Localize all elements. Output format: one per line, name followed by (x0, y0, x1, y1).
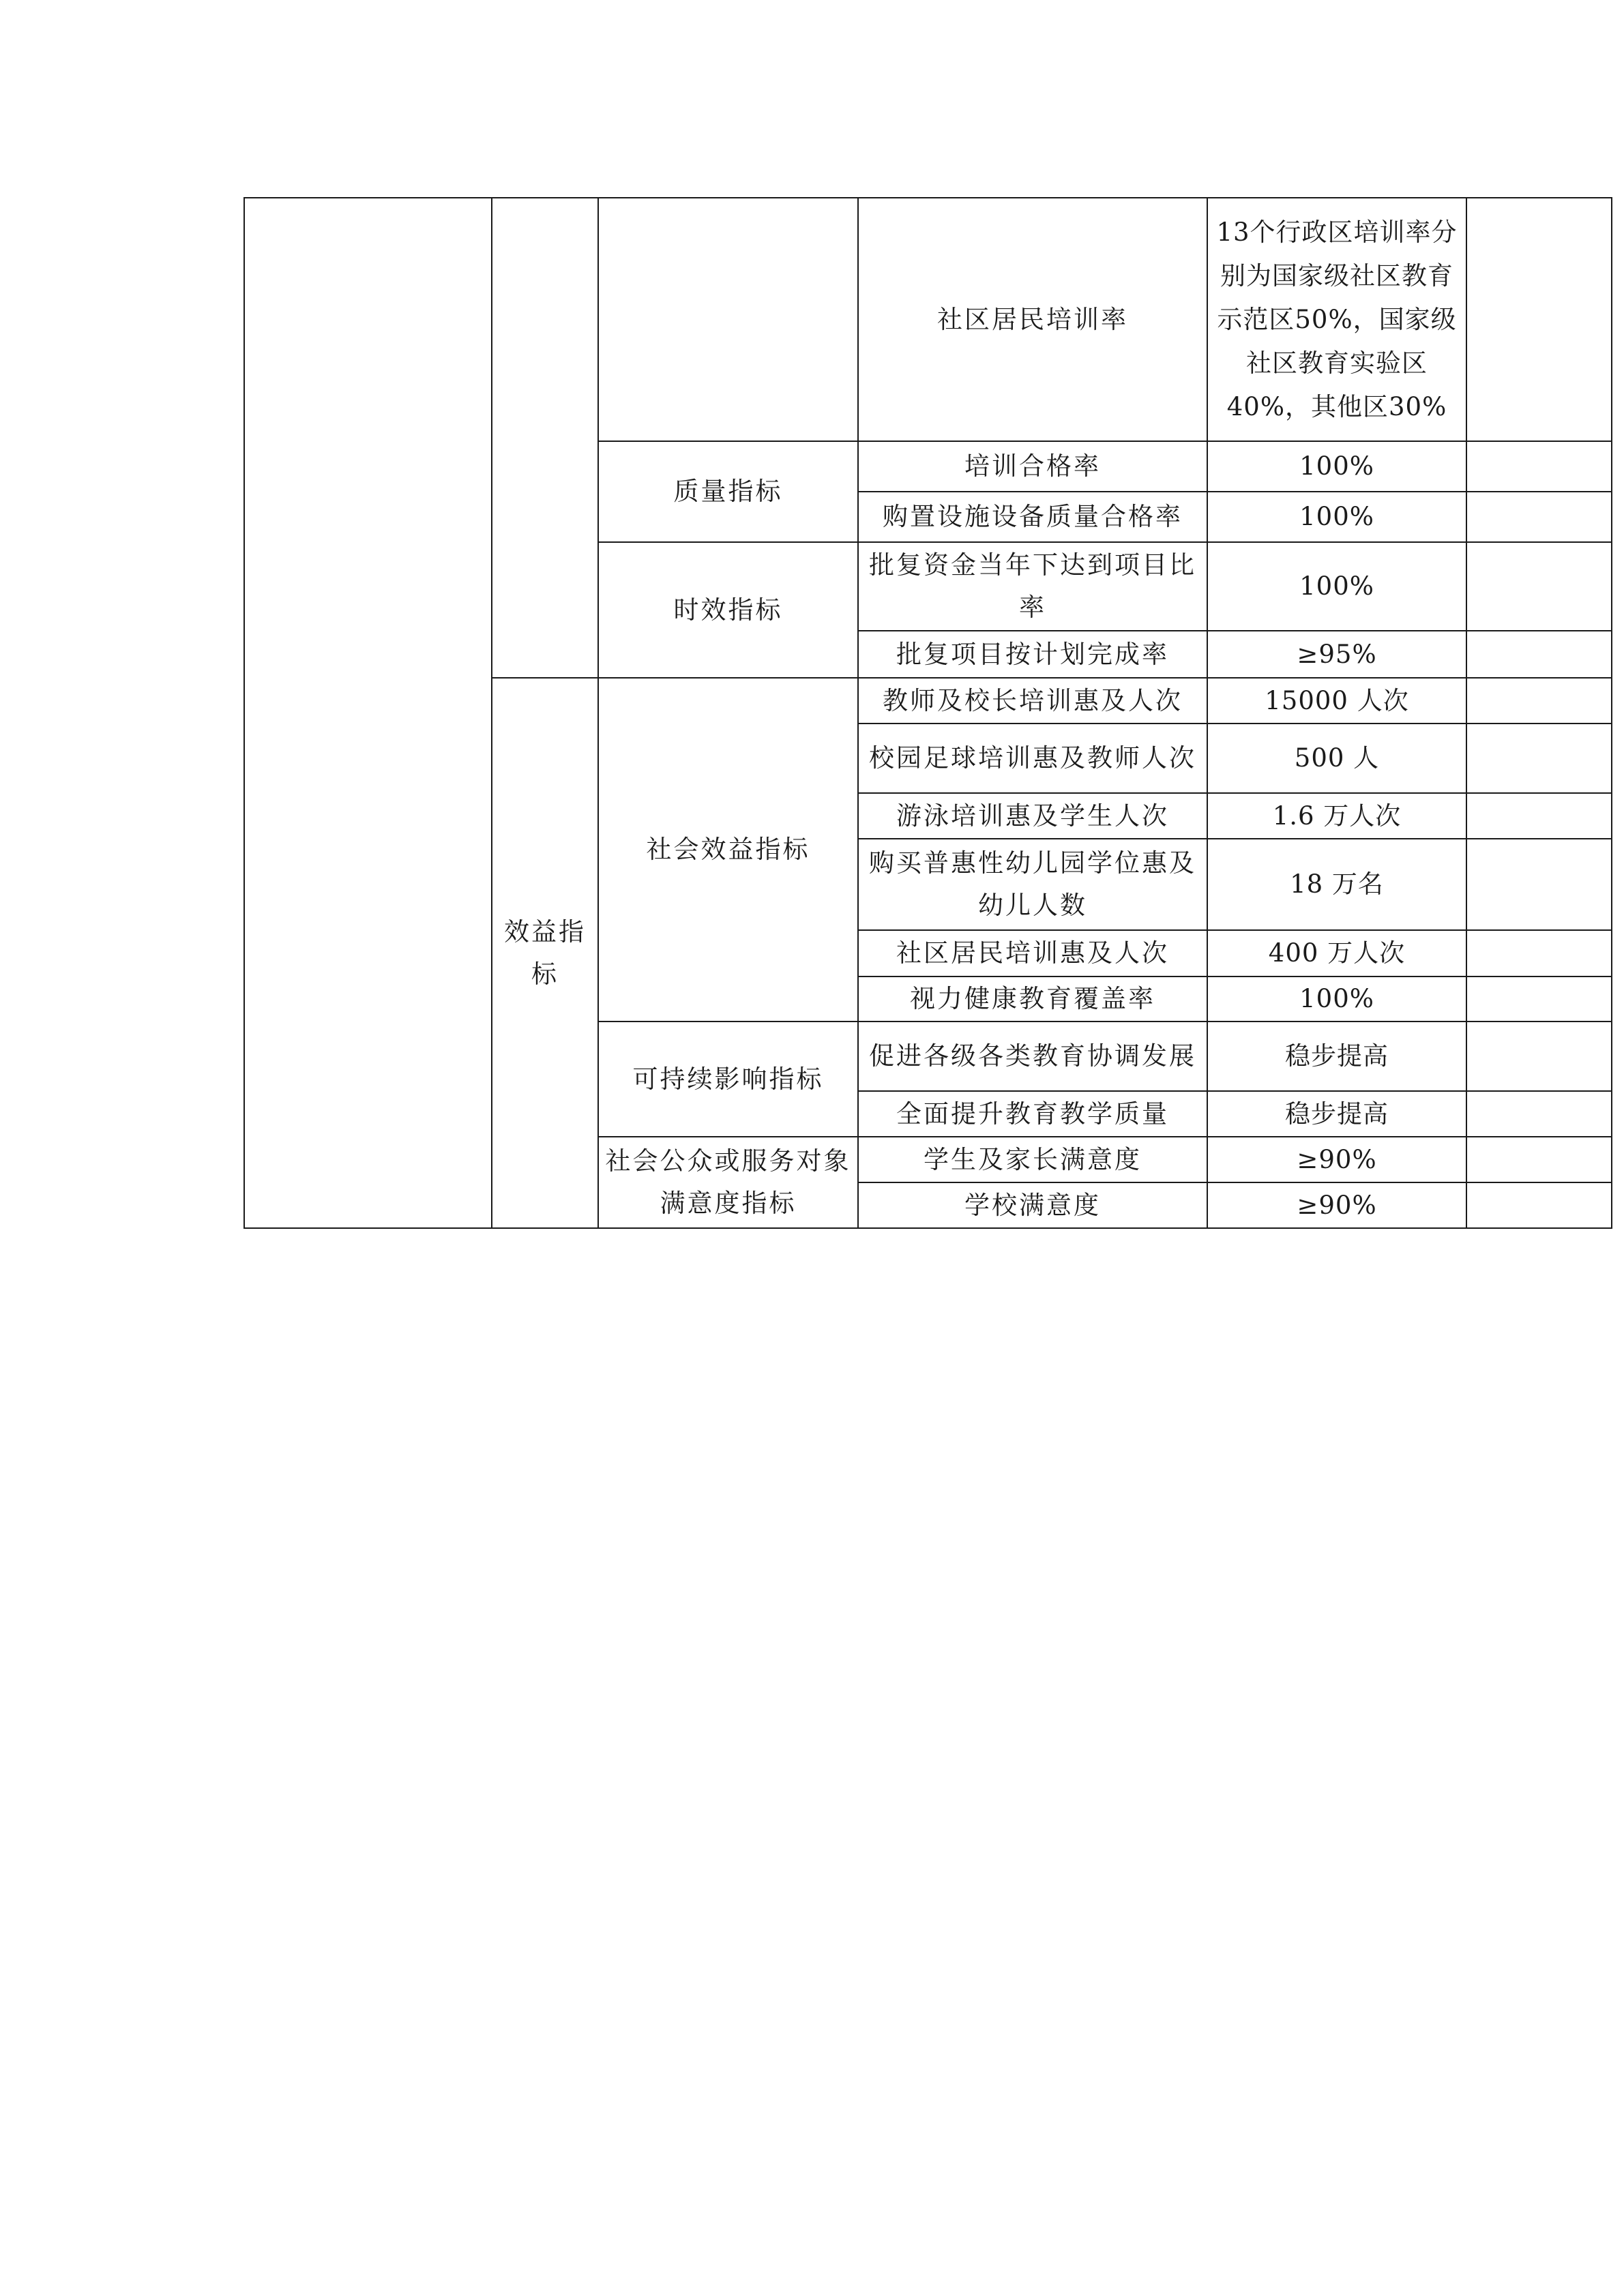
remark-cell (1466, 678, 1612, 724)
indicator-value-cell: 100% (1207, 492, 1466, 542)
level3-indicator-cell: 质量指标 (598, 441, 858, 542)
level2-indicator-cell (492, 198, 598, 678)
level3-indicator-cell: 社会效益指标 (598, 678, 858, 1022)
indicator-name-cell: 游泳培训惠及学生人次 (858, 793, 1207, 839)
indicator-name-cell: 校园足球培训惠及教师人次 (858, 724, 1207, 793)
remark-cell (1466, 492, 1612, 542)
indicator-value-cell: 100% (1207, 542, 1466, 631)
remark-cell (1466, 839, 1612, 930)
indicator-name-cell: 学校满意度 (858, 1182, 1207, 1228)
indicator-value-cell: ≥90% (1207, 1182, 1466, 1228)
indicator-value-cell: 400 万人次 (1207, 930, 1466, 976)
indicator-value-cell: 500 人 (1207, 724, 1466, 793)
indicator-name-cell: 购置设施设备质量合格率 (858, 492, 1207, 542)
indicator-name-cell: 视力健康教育覆盖率 (858, 976, 1207, 1022)
remark-cell (1466, 542, 1612, 631)
level3-indicator-cell (598, 198, 858, 441)
remark-cell (1466, 793, 1612, 839)
indicator-value-cell: 100% (1207, 441, 1466, 492)
remark-cell (1466, 441, 1612, 492)
level3-indicator-cell: 可持续影响指标 (598, 1022, 858, 1137)
indicator-name-cell: 全面提升教育教学质量 (858, 1091, 1207, 1137)
indicator-value-cell: 100% (1207, 976, 1466, 1022)
indicator-name-cell: 教师及校长培训惠及人次 (858, 678, 1207, 724)
indicator-name-cell: 购买普惠性幼儿园学位惠及幼儿人数 (858, 839, 1207, 930)
indicator-name-cell: 批复资金当年下达到项目比率 (858, 542, 1207, 631)
remark-cell (1466, 631, 1612, 678)
remark-cell (1466, 976, 1612, 1022)
indicator-name-cell: 社区居民培训率 (858, 198, 1207, 441)
indicator-name-cell: 学生及家长满意度 (858, 1137, 1207, 1182)
remark-cell (1466, 1182, 1612, 1228)
level2-indicator-cell: 效益指标 (492, 678, 598, 1228)
indicator-name-cell: 培训合格率 (858, 441, 1207, 492)
indicator-value-cell: 18 万名 (1207, 839, 1466, 930)
remark-cell (1466, 930, 1612, 976)
indicator-value-cell: 13个行政区培训率分别为国家级社区教育示范区50%，国家级社区教育实验区40%，其他区30% (1207, 198, 1466, 441)
indicator-name-cell: 社区居民培训惠及人次 (858, 930, 1207, 976)
indicator-name-cell: 促进各级各类教育协调发展 (858, 1022, 1207, 1091)
indicator-value-cell: 1.6 万人次 (1207, 793, 1466, 839)
level1-indicator-cell (244, 198, 492, 1228)
performance-indicator-table (243, 197, 1612, 1229)
remark-cell (1466, 1137, 1612, 1182)
remark-cell (1466, 1022, 1612, 1091)
indicator-value-cell: ≥90% (1207, 1137, 1466, 1182)
indicator-value-cell: 稳步提高 (1207, 1022, 1466, 1091)
remark-cell (1466, 1091, 1612, 1137)
table-row (244, 198, 1612, 441)
level3-indicator-cell: 社会公众或服务对象满意度指标 (598, 1137, 858, 1228)
indicator-value-cell: ≥95% (1207, 631, 1466, 678)
indicator-value-cell: 稳步提高 (1207, 1091, 1466, 1137)
indicator-name-cell: 批复项目按计划完成率 (858, 631, 1207, 678)
level3-indicator-cell: 时效指标 (598, 542, 858, 678)
indicator-value-cell: 15000 人次 (1207, 678, 1466, 724)
remark-cell (1466, 198, 1612, 441)
remark-cell (1466, 724, 1612, 793)
